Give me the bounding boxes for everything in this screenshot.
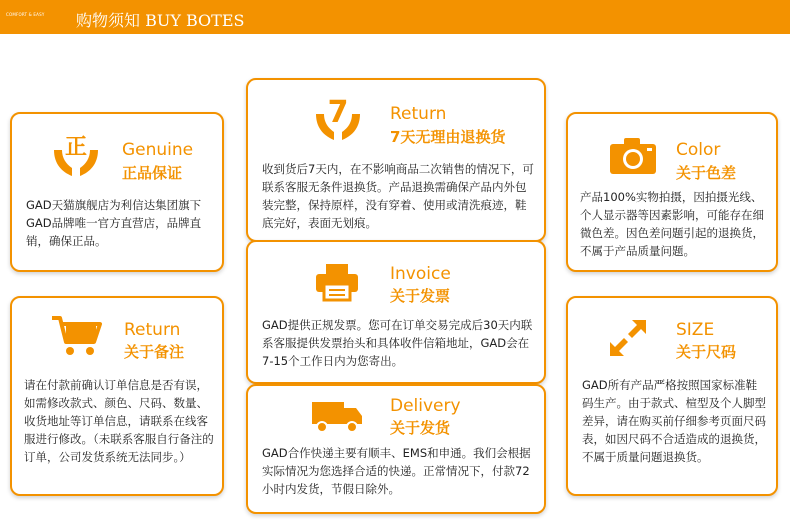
return7-title-cn: 7天无理由退换货 [390, 128, 506, 146]
genuine-title-cn: 正品保证 [122, 164, 183, 182]
hands-genuine-icon [48, 128, 104, 180]
hands-seven-icon [310, 92, 366, 144]
genuine-title-en: Genuine [122, 140, 194, 160]
card-remark [10, 296, 224, 496]
resize-arrows-icon [608, 318, 648, 358]
genuine-glyph: 正 [64, 135, 88, 160]
size-title-en: SIZE [676, 320, 715, 340]
delivery-title-cn: 关于发货 [390, 419, 451, 437]
card-delivery [246, 384, 546, 514]
return7-title-en: Return [390, 104, 447, 124]
card-invoice [246, 240, 546, 384]
invoice-title-en: Invoice [390, 264, 451, 284]
color-description: 产品100%实物拍摄，因拍摄光线、个人显示器等因素影响，可能存在细微色差。因色差问题引起的退换货，不属于产品质量问题。 [580, 190, 764, 258]
delivery-truck-icon [310, 400, 364, 434]
return7-description: 收到货后7天内，在不影响商品二次销售的情况下，可联系客服无条件退换货。产品退换需确保产品内外包装完整，保持原样，没有穿着、使用或清洗痕迹，鞋底完好，表面无划痕。 [262, 162, 534, 230]
delivery-title-en: Delivery [390, 396, 461, 416]
invoice-description: GAD提供正规发票。您可在订单交易完成后30天内联系客服提供发票抬头和具体收件信箱地址，GAD会在7-15个工作日内为您寄出。 [262, 318, 533, 368]
printer-icon [314, 262, 360, 302]
seven-glyph: 7 [327, 95, 349, 130]
card-return-7days [246, 78, 546, 242]
remark-title-cn: 关于备注 [124, 343, 185, 361]
header-bar [0, 0, 790, 34]
card-genuine [10, 112, 224, 272]
size-title-cn: 关于尺码 [676, 343, 737, 361]
page-title: 购物须知 BUY BOTES [76, 11, 245, 30]
remark-description: 请在付款前确认订单信息是否有误，如需修改款式、颜色、尺码、数量、收货地址等订单信息，请联系在线客服进行修改。（未联系客服自行备注的订单，公司发货系统无法同步。） [24, 378, 214, 464]
camera-icon [608, 136, 658, 176]
delivery-description: GAD合作快递主要有顺丰、EMS和申通。我们会根据实际情况为您选择合适的快递。正常情况下，付款72小时内发货，节假日除外。 [262, 446, 531, 496]
size-description: GAD所有产品严格按照国家标准鞋码生产。由于款式、楦型及个人脚型差异，请在购买前仔细参考页面尺码表，如因尺码不合适造成的退换货，不属于质量问题退换货。 [582, 378, 766, 464]
genuine-description: GAD天猫旗舰店为利信达集团旗下GAD品牌唯一官方直营店，品牌直销，确保正品。 [26, 198, 202, 248]
brand-tag: COMFORT & EASY [6, 12, 45, 17]
remark-title-en: Return [124, 320, 181, 340]
brand-box [0, 0, 60, 34]
shopping-cart-icon [50, 314, 102, 358]
title-box [67, 0, 790, 34]
card-size [566, 296, 778, 496]
color-title-en: Color [676, 140, 721, 160]
invoice-title-cn: 关于发票 [390, 287, 451, 305]
card-color [566, 112, 778, 272]
color-title-cn: 关于色差 [676, 164, 737, 182]
